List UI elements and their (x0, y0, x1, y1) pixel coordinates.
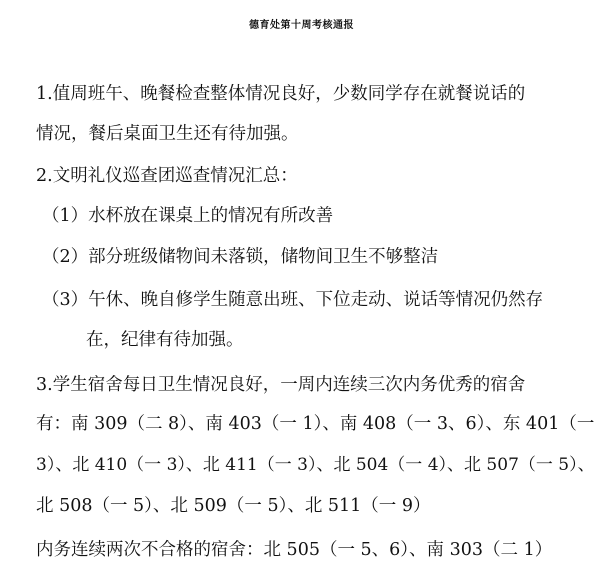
item-3-line-2: 有：南 309（二 8）、南 403（一 1）、南 408（一 3、6）、东 401（一 (36, 414, 595, 434)
item-1-line-1: 1.值周班午、晚餐检查整体情况良好，少数同学存在就餐说话的 (36, 84, 526, 104)
item-2-heading: 2.文明礼仪巡查团巡查情况汇总： (36, 166, 298, 186)
item-3-line-1: 3.学生宿舍每日卫生情况良好，一周内连续三次内务优秀的宿舍 (36, 375, 526, 395)
sub-item-3-line-2: 在，纪律有待加强。 (86, 330, 244, 350)
item-1-line-2: 情况，餐后桌面卫生还有待加强。 (36, 124, 299, 144)
item-3-line-4: 北 508（一 5）、北 509（一 5）、北 511（一 9） (36, 496, 431, 516)
sub-item-3-line-1: （3）午休、晚自修学生随意出班、下位走动、说话等情况仍然存 (42, 290, 544, 310)
sub-item-2: （2）部分班级储物间未落锁，储物间卫生不够整洁 (42, 247, 439, 267)
unqualified-dorms-line: 内务连续两次不合格的宿舍：北 505（一 5、6）、南 303（二 1） (36, 540, 553, 560)
item-3-line-3: 3）、北 410（一 3）、北 411（一 3）、北 504（一 4）、北 507（一 5）、 (36, 455, 595, 475)
sub-item-1: （1）水杯放在课桌上的情况有所改善 (42, 206, 334, 226)
document-title: 德育处第十周考核通报 (249, 20, 354, 31)
